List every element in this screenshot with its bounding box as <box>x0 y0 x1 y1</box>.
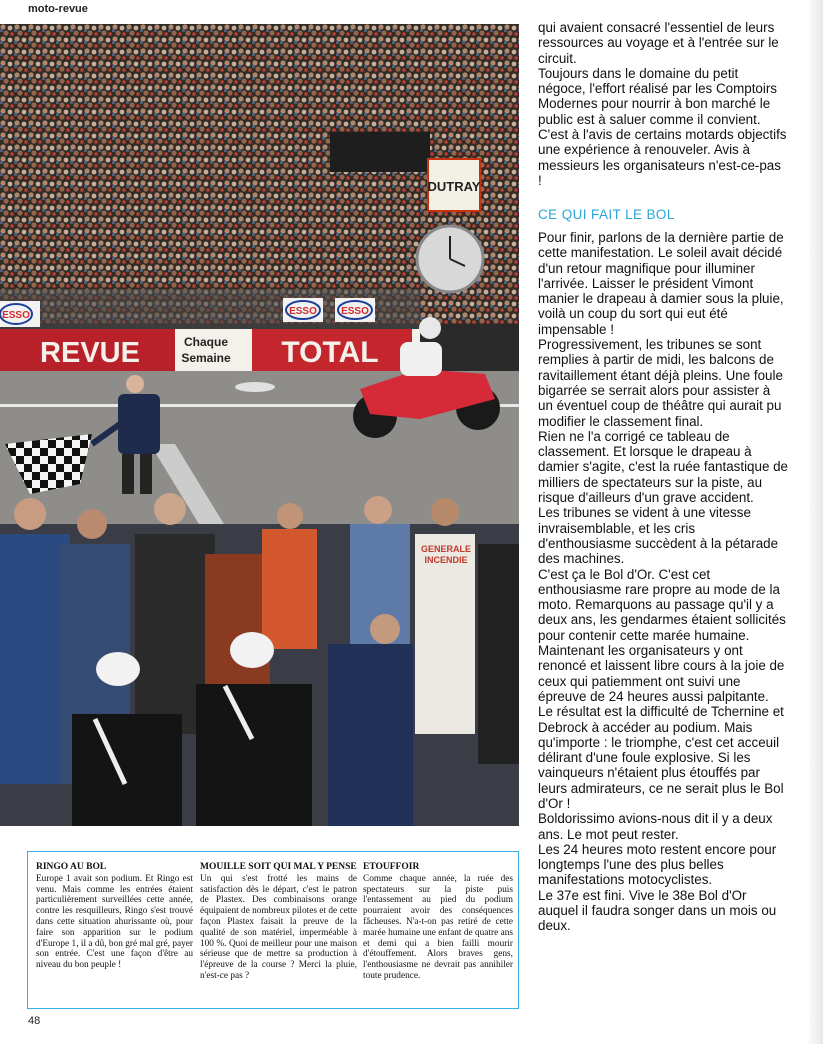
paragraph: Le 37e est fini. Vive le 38e Bol d'Or auquel il faudra songer dans un mois ou deux. <box>538 887 777 934</box>
section-header: moto-revue <box>28 3 88 15</box>
paragraph: Pour finir, parlons de la dernière partie de cette manifestation. Le soleil avait décidé d'un retour magnifique pour illuminer l'arrivée. Laisser le président Vimont manier le drapeau à damier sous la pluie, voilà un coup du sort qui eut été impensable ! <box>538 230 784 337</box>
text-column-main <box>538 230 788 934</box>
anecdote-title: ETOUFFOIR <box>363 862 420 872</box>
banner-semaine: Semaine <box>181 351 231 365</box>
banner-revue: REVUE <box>40 337 140 369</box>
anecdote-text: Europe 1 avait son podium. Et Ringo est venu. Mais comme les entrées étaient particulièrement surveillées cette année, contre les resquilleurs, Ringo s'est trouvé dans cette situation ahurissante où, pour faire son apparition sur le podium d'Europe 1, il a dû, bon gré mal gré, payer son entrée. C'est une façon d'être au niveau du bon peuple ! <box>36 873 193 971</box>
race-finish-photo <box>0 24 519 826</box>
paragraph: Boldorissimo avions-nous dit il y a deux ans. Le mot peut rester. <box>538 811 773 842</box>
trackside-banner <box>0 329 420 371</box>
jacket-text-2: INCENDIE <box>424 555 468 565</box>
section-heading: CE QUI FAIT LE BOL <box>538 207 675 222</box>
jacket-text-1: GENERALE <box>420 544 472 554</box>
anecdote-title: RINGO AU BOL <box>36 862 107 872</box>
anecdote-title: MOUILLE SOIT QUI MAL Y PENSE <box>200 862 357 872</box>
anecdote-ringo <box>36 862 193 971</box>
anecdote-mouille <box>200 862 357 982</box>
anecdote-text: Un qui s'est frotté les mains de satisfaction dès le départ, c'est le patron de Plastex. Des combinaisons orange équipaient de nombreux pilotes et de cette façon Plastex faisait la preuve de la qualité de son matériel, imperméable à 100 %. Quoi de meilleur pour une maison sérieuse que de mettre sa production à l'épreuve de la course ? Merci la pluie, n'est-ce pas ? <box>200 873 357 981</box>
esso-sign-2: ESSO <box>289 306 317 317</box>
paragraph: Les 24 heures moto restent encore pour longtemps l'une des plus belles manifestations motocyclistes. <box>538 841 777 888</box>
paragraph: Les tribunes se vident à une vitesse invraisemblable, et les cris d'enthousiasme succèdent à la pétarade des machines. <box>538 505 779 567</box>
esso-sign-1: ESSO <box>2 310 30 321</box>
paragraph: Rien ne l'a corrigé ce tableau de classement. Et lorsque le drapeau à damier s'agite, c'est la ruée fantastique de milliers de spectateurs sur la piste, au risque d'ailleurs d'un grave accident. <box>538 428 789 506</box>
banner-chaque: Chaque <box>183 335 229 349</box>
paragraph: Progressivement, les tribunes se sont remplies à partir de midi, les balcons de ravitaillement étant déjà pleins. Une foule bigarrée se serrait alors pour assister à un éventuel coup de théâtre qui aurait pu modifier le classement final. <box>538 337 783 429</box>
paragraph: Le résultat est la difficulté de Tchernine et Debrock à accéder au podium. Mais qu'importe : le triomphe, c'est cet acceuil délirant d'une foule explosive. Si les vainqueurs n'étaient plus étouffés par leurs admirateurs, ce ne serait plus le Bol d'Or ! <box>538 704 784 811</box>
dutray-sign: DUTRAY <box>427 179 481 194</box>
paragraph: C'est à l'avis de certains motards objectifs une expérience à renouveler. Avis à messieurs les organisateurs n'est-ce-pas ! <box>538 127 787 188</box>
paragraph: qui avaient consacré l'essentiel de leurs ressources au voyage et à l'entrée sur le circuit. <box>538 20 779 66</box>
text-column-top <box>538 20 788 188</box>
paragraph: Toujours dans le domaine du petit négoce, l'effort réalisé par les Comptoirs Modernes pour nourrir à bon marché le public est à saluer comme il convient. <box>538 65 777 127</box>
page-number: 48 <box>28 1015 41 1027</box>
anecdote-etouffoir <box>363 862 513 982</box>
banner-total: TOTAL <box>281 336 379 369</box>
anecdote-text: Comme chaque année, la ruée des spectateurs sur la piste puis l'entassement au pied du podium pourraient avoir des conséquences fâcheuses. N'a-t-on pas retiré de cette marée humaine une enfant de quatre ans et demi qui a bien failli mourir d'étouffement. Alors braves gens, l'enthousiasme ne devrait pas annihiler toute prudence. <box>363 873 513 981</box>
esso-sign-3: ESSO <box>341 306 369 317</box>
paragraph: C'est ça le Bol d'Or. C'est cet enthousiasme rare propre au mode de la moto. Remarquons au passage qu'il y a deux ans, les gendarmes étaient sollicités pour contenir cette marée humaine. Maintenant les organisateurs y ont renoncé et laissent libre cours à la joie de ceux qui patiemment ont suivi une épreuve de 24 heures aussi palpitante. <box>538 566 786 704</box>
anecdotes-box <box>27 851 519 1009</box>
page-edge <box>809 0 823 1044</box>
